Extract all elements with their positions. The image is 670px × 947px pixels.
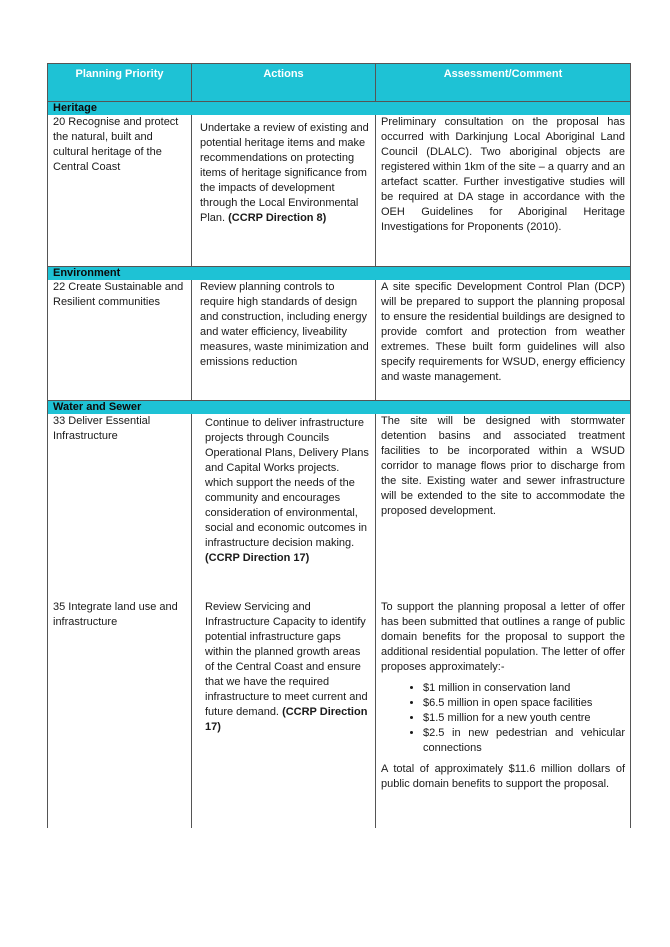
priority-text: 33 Deliver Essential Infrastructure bbox=[53, 415, 151, 442]
action-cell bbox=[191, 414, 375, 600]
priority-cell bbox=[48, 600, 191, 828]
list-item: • $2.5 in new pedestrian and vehicular connections bbox=[423, 726, 625, 756]
header-actions: Actions bbox=[191, 64, 375, 101]
list-item: • $1 million in conservation land bbox=[423, 681, 625, 696]
comment-text: A site specific Development Control Plan (DCP) will be prepared to support the planning proposal to ensure the residential buildings are designed to provide comfort and protection from weather extremes. These built form guidelines will also specify requirements for WSUD, energy efficiency and waste management. bbox=[381, 281, 625, 383]
comment-intro: To support the planning proposal a letter of offer has been submitted that outlines a range of public domain benefits for the proposal to support the additional residential population. The letter of offer proposes approximately:- bbox=[381, 601, 625, 673]
section-water-sewer: Water and Sewer bbox=[48, 400, 630, 414]
section-heritage: Heritage bbox=[48, 101, 630, 115]
action-direction: (CCRP Direction 8) bbox=[228, 212, 327, 224]
table-row bbox=[48, 115, 630, 266]
comment-cell bbox=[375, 115, 630, 266]
action-cell bbox=[191, 280, 375, 400]
action-text: Review planning controls to require high standards of design and construction, including energy and water efficiency, liveability measures, waste minimization and emissions reduction bbox=[200, 281, 369, 368]
action-direction: (CCRP Direction 17) bbox=[205, 706, 368, 733]
planning-table bbox=[47, 63, 631, 828]
priority-text: 35 Integrate land use and infrastructure bbox=[53, 601, 178, 628]
comment-outro: A total of approximately $11.6 million dollars of public domain benefits to support the proposal. bbox=[381, 763, 625, 790]
comment-text: The site will be designed with stormwater detention basins and associated treatment facilities to be incorporated within a WSUD corridor to manage flows prior to discharge from the site. Existing water and sewer infrastructure will be extended to the site to accommodate the proposed development. bbox=[381, 415, 625, 517]
action-direction: (CCRP Direction 17) bbox=[205, 552, 310, 564]
priority-cell bbox=[48, 115, 191, 266]
comment-text: Preliminary consultation on the proposal has occurred with Darkinjung Local Aboriginal Land Council (DLALC). Two aboriginal objects are registered within 1km of the site – a quarry and an artefact scatter. Further investigative studies will be required at DA stage in accordance with the OEH Guidelines for Aboriginal Heritage Investigations for Proponents (2010). bbox=[381, 116, 625, 233]
action-cell bbox=[191, 115, 375, 266]
action-text: Continue to deliver infrastructure projects through Councils Operational Plans, Delivery Plans and Capital Works projects. which support the needs of the community and encourages consideration of environmental, social and economic outcomes in infrastructure decision making. bbox=[205, 417, 369, 549]
table-header-row bbox=[48, 63, 630, 101]
priority-cell bbox=[48, 414, 191, 600]
benefits-list bbox=[381, 681, 625, 756]
table-row bbox=[48, 414, 630, 600]
header-planning-priority: Planning Priority bbox=[75, 68, 164, 80]
header-assessment-comment: Assessment/Comment bbox=[375, 64, 630, 101]
priority-cell bbox=[48, 280, 191, 400]
table-row bbox=[48, 600, 630, 828]
comment-cell bbox=[375, 414, 630, 600]
priority-text: 20 Recognise and protect the natural, built and cultural heritage of the Central Coast bbox=[53, 116, 179, 173]
comment-cell bbox=[375, 280, 630, 400]
action-text: Review Servicing and Infrastructure Capacity to identify potential infrastructure gaps within the planned growth areas of the Central Coast and ensure that we have the required infrastructure to meet current and future demand. bbox=[205, 601, 368, 718]
list-item: • $6.5 million in open space facilities bbox=[423, 696, 625, 711]
comment-cell bbox=[375, 600, 630, 828]
list-item: • $1.5 million for a new youth centre bbox=[423, 711, 625, 726]
priority-text: 22 Create Sustainable and Resilient communities bbox=[53, 281, 184, 308]
action-text: Undertake a review of existing and potential heritage items and make recommendations on protecting items of heritage significance from the impacts of development through the Local Environmental Plan. bbox=[200, 122, 369, 224]
action-cell bbox=[191, 600, 375, 828]
section-environment: Environment bbox=[48, 266, 630, 280]
table-row bbox=[48, 280, 630, 400]
